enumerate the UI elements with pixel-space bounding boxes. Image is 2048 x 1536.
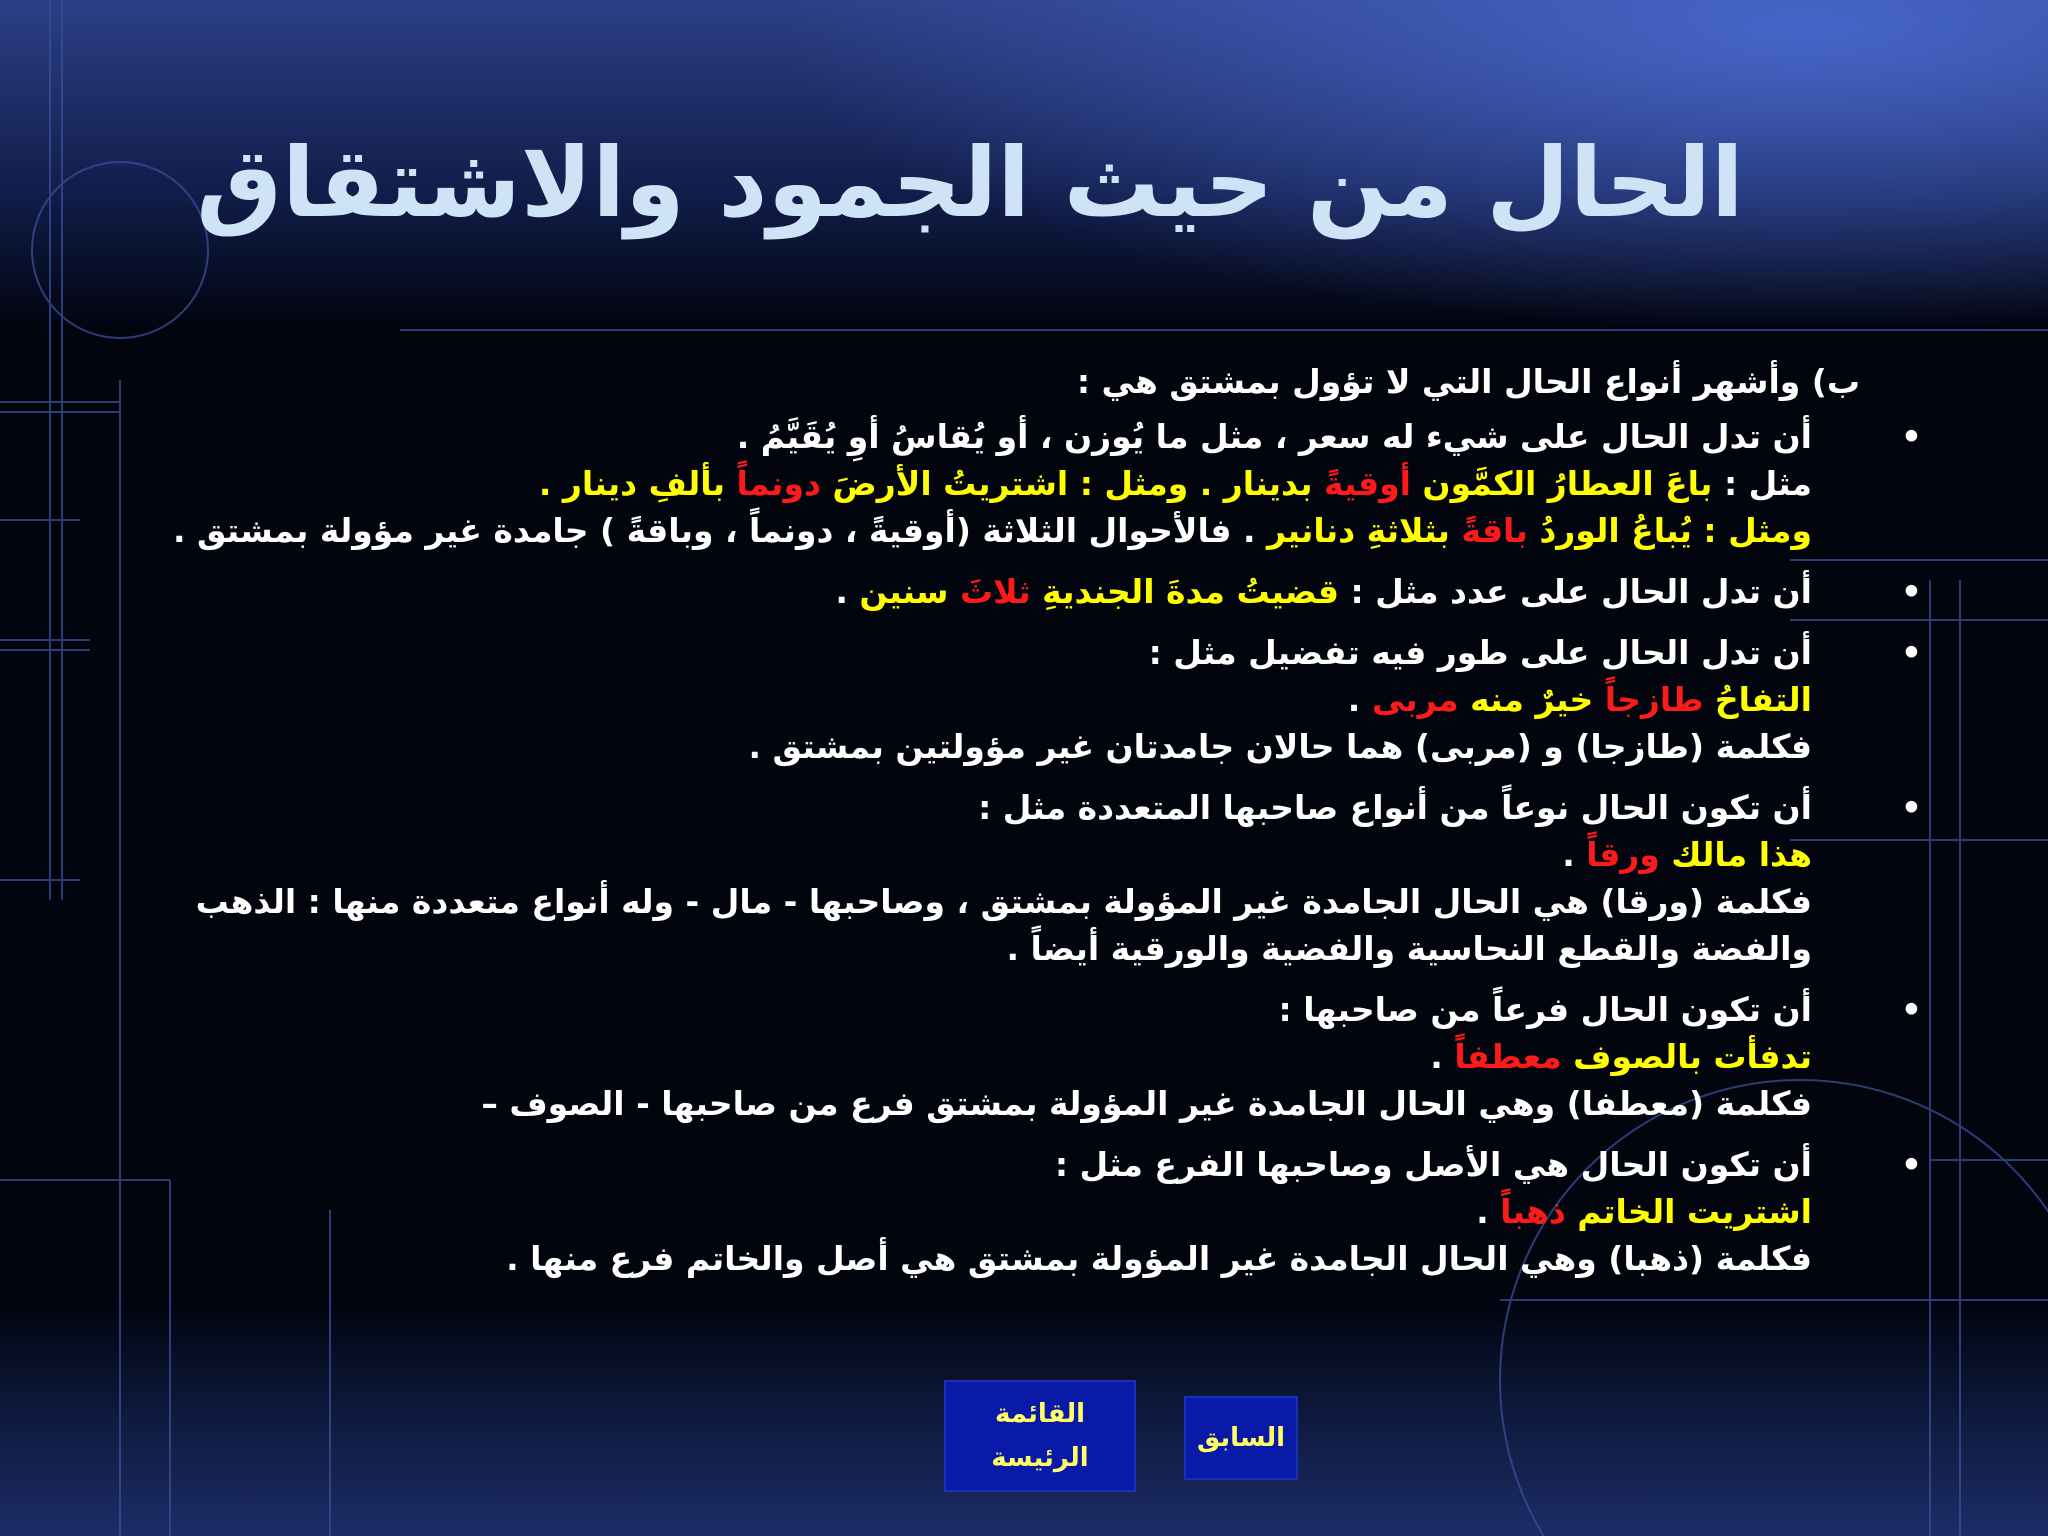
item-text: أن تكون الحال نوعاً من أنواع صاحبها المتعددة مثل : <box>978 788 1812 827</box>
page-title: الحال من حيث الجمود والاشتقاق <box>196 127 1744 239</box>
item-example: ومثل : يُباعُ الوردُ باقةً بثلاثةِ دنانير . فالأحوال الثلاثة (أوقيةً ، دونماً ، وباقةً ) جامدة غير مؤولة بمشتق . <box>173 511 1812 550</box>
list-item <box>172 1141 1922 1282</box>
item-example: تدفأت بالصوف معطفاً . <box>1430 1037 1812 1076</box>
list-item <box>172 629 1922 770</box>
bullet-icon: • <box>1900 417 1922 456</box>
item-explanation: فكلمة (ورقا) هي الحال الجامدة غير المؤولة بمشتق ، وصاحبها - مال - وله أنواع متعددة منها : الذهب والفضة والقطع النحاسية والفضية والورقية أيضاً . <box>195 882 1812 968</box>
item-explanation: فكلمة (طازجا) و (مربى) هما حالان جامدتان غير مؤولتين بمشتق . <box>748 727 1812 766</box>
bullet-icon: • <box>1900 1145 1922 1184</box>
bullet-icon: • <box>1900 633 1922 672</box>
item-explanation: فكلمة (ذهبا) وهي الحال الجامدة غير المؤولة بمشتق هي أصل والخاتم فرع منها . <box>506 1239 1812 1278</box>
types-list <box>140 413 1922 1282</box>
previous-label: السابق <box>1196 1423 1286 1453</box>
item-text: أن تكون الحال هي الأصل وصاحبها الفرع مثل : <box>1054 1145 1812 1184</box>
main-menu-label: القائمة الرئيسة <box>991 1399 1089 1473</box>
item-text: أن تدل الحال على عدد مثل : قضيتُ مدةَ الجنديةِ ثلاثَ سنين . <box>835 572 1812 611</box>
previous-button[interactable] <box>1184 1396 1298 1480</box>
list-item <box>172 986 1922 1127</box>
item-explanation: فكلمة (معطفا) وهي الحال الجامدة غير المؤولة بمشتق فرع من صاحبها - الصوف – <box>481 1084 1812 1123</box>
item-text: أن تدل الحال على طور فيه تفضيل مثل : <box>1148 633 1812 672</box>
section-heading: ب) وأشهر أنواع الحال التي لا تؤول بمشتق هي : <box>1076 362 1860 401</box>
bullet-icon: • <box>1900 572 1922 611</box>
main-menu-button[interactable] <box>944 1380 1136 1492</box>
list-item <box>172 568 1922 615</box>
item-text: أن تدل الحال على شيء له سعر ، مثل ما يُوزن ، أو يُقاسُ أوِ يُقَيَّمُ . <box>736 417 1812 456</box>
bullet-icon: • <box>1900 788 1922 827</box>
list-item <box>172 784 1922 972</box>
item-text: أن تكون الحال فرعاً من صاحبها : <box>1278 990 1812 1029</box>
main-content <box>140 358 1922 1296</box>
bullet-icon: • <box>1900 990 1922 1029</box>
item-example: مثل : باعَ العطارُ الكمَّون أوقيةً بدينار . ومثل : اشتريتُ الأرضَ دونماً بألفِ دينار . <box>538 464 1812 503</box>
item-example: التفاحُ طازجاً خيرٌ منه مربى . <box>1347 680 1812 719</box>
item-example: هذا مالك ورقاً . <box>1562 835 1812 874</box>
item-example: اشتريت الخاتم ذهباً . <box>1476 1192 1812 1231</box>
list-item <box>172 413 1922 554</box>
